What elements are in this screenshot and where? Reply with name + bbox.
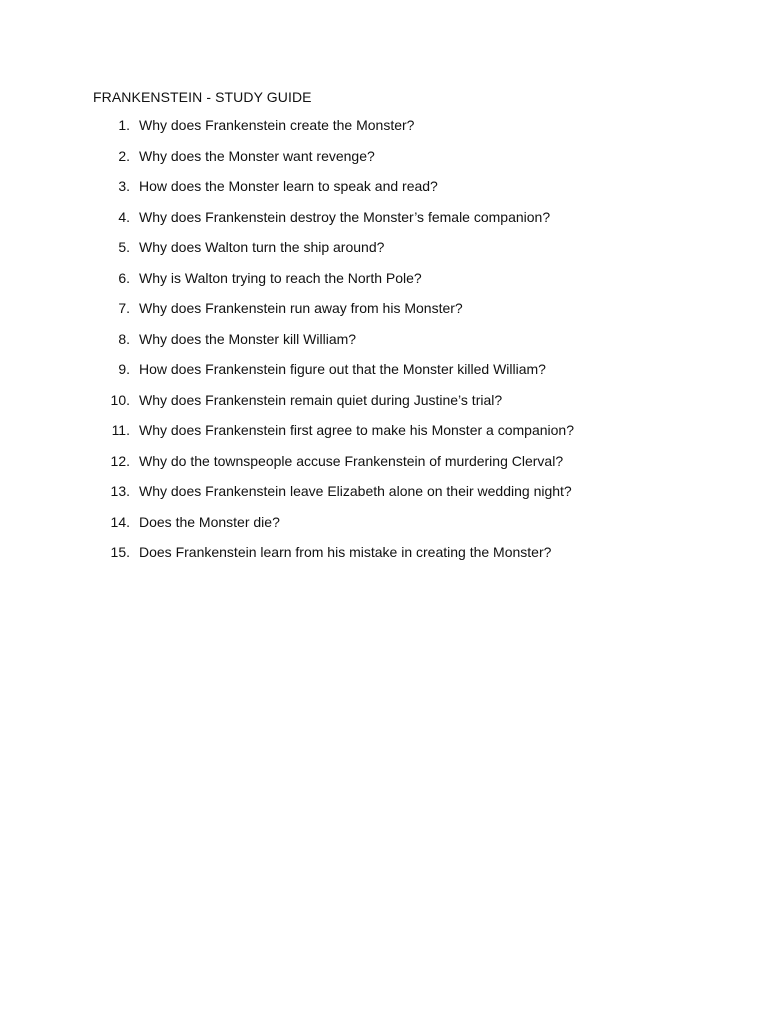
question-number: 15.	[110, 544, 130, 560]
question-number: 12.	[110, 452, 130, 469]
question-number: 4.	[118, 208, 130, 225]
question-number: 5.	[118, 239, 130, 255]
question-text: Does the Monster die?	[139, 513, 280, 530]
question-text: Does Frankenstein learn from his mistake in creating the Monster?	[139, 544, 552, 560]
question-text: Why is Walton trying to reach the North Pole?	[139, 269, 422, 286]
question-text: Why does Frankenstein remain quiet during Justine’s trial?	[139, 391, 503, 408]
question-text: How does the Monster learn to speak and read?	[139, 178, 438, 194]
question-text: Why does the Monster kill William?	[139, 330, 357, 347]
question-text: Why does Frankenstein destroy the Monster’s female companion?	[139, 208, 551, 225]
question-number: 10.	[110, 391, 130, 408]
question-number: 6.	[118, 269, 130, 286]
question-text: Why does Walton turn the ship around?	[139, 239, 385, 255]
question-number: 2.	[118, 147, 130, 164]
question-number: 3.	[118, 178, 130, 194]
question-text: How does Frankenstein figure out that the Monster killed William?	[139, 361, 546, 377]
question-number: 13.	[110, 483, 130, 499]
question-text: Why does Frankenstein run away from his Monster?	[139, 300, 463, 316]
page-title: FRANKENSTEIN - STUDY GUIDE	[93, 89, 312, 105]
question-number: 1.	[118, 117, 130, 133]
question-text: Why does Frankenstein leave Elizabeth alone on their wedding night?	[139, 483, 572, 499]
question-text: Why does the Monster want revenge?	[139, 147, 375, 164]
question-number: 14.	[110, 513, 130, 530]
question-number: 8.	[118, 330, 130, 347]
question-text: Why does Frankenstein create the Monster?	[139, 117, 415, 133]
question-text: Why does Frankenstein first agree to make his Monster a companion?	[139, 422, 574, 438]
question-number: 11.	[111, 422, 130, 438]
question-text: Why do the townspeople accuse Frankenstein of murdering Clerval?	[139, 452, 564, 469]
question-number: 7.	[118, 300, 130, 316]
question-number: 9.	[118, 361, 130, 377]
